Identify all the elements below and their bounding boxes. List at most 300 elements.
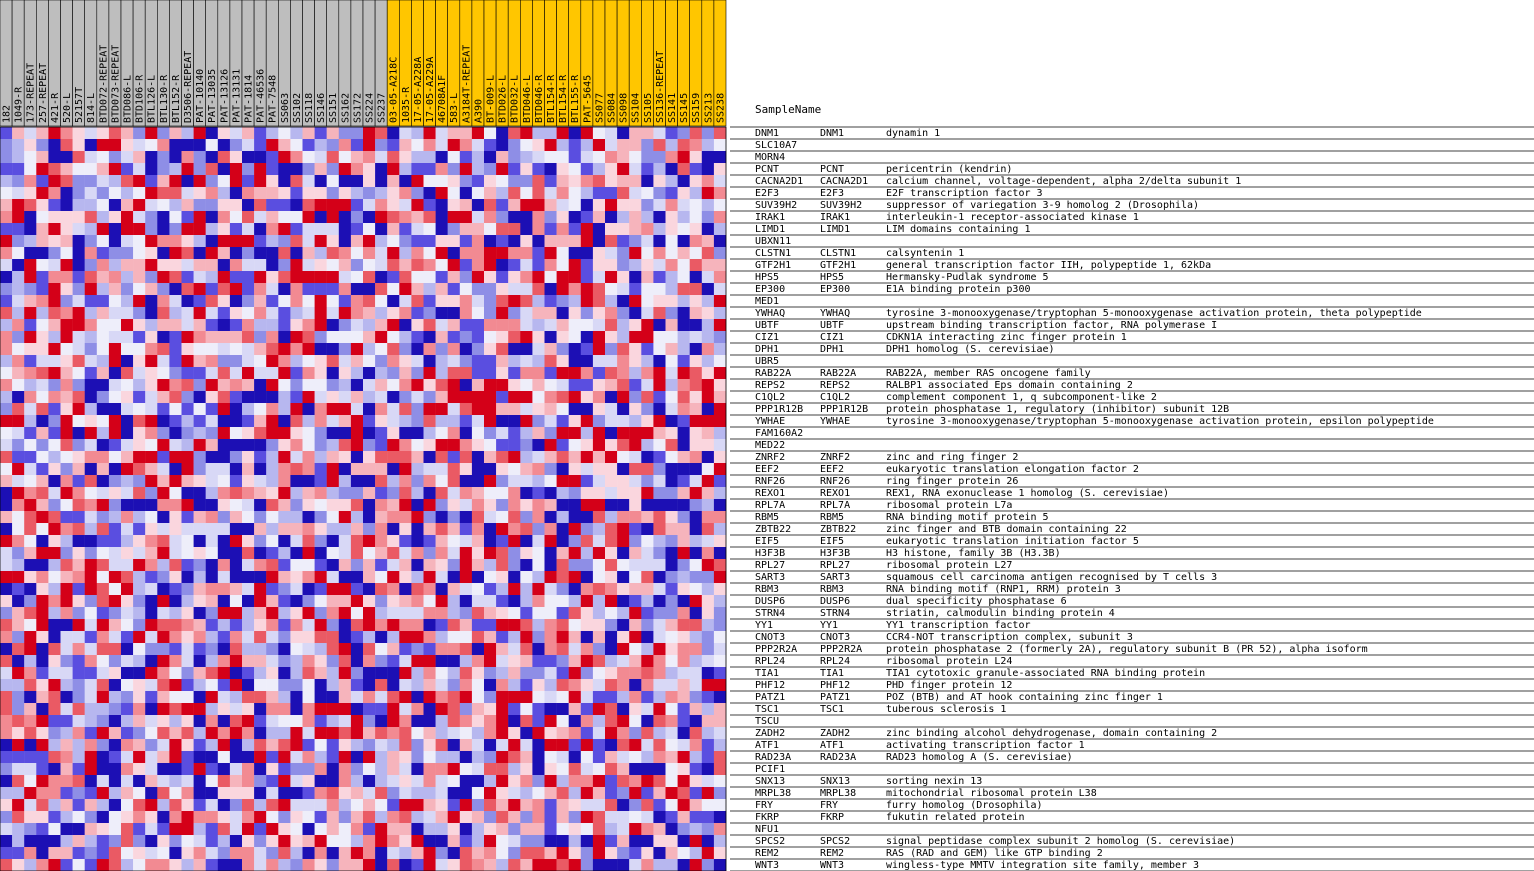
heatmap-cell — [666, 439, 678, 451]
heatmap-cell — [666, 775, 678, 787]
heatmap-cell — [278, 631, 290, 643]
heatmap-cell — [569, 163, 581, 175]
column-label: A390 — [473, 98, 485, 123]
gene-symbol: STRN4 — [755, 608, 786, 619]
heatmap-cell — [605, 355, 617, 367]
heatmap-cell — [145, 559, 157, 571]
heatmap-cell — [97, 379, 109, 391]
heatmap-cell — [424, 343, 436, 355]
heatmap-cell — [375, 127, 387, 139]
heatmap-cell — [61, 739, 73, 751]
heatmap-cell — [254, 739, 266, 751]
heatmap-cell — [496, 799, 508, 811]
heatmap-cell — [508, 703, 520, 715]
heatmap-cell — [520, 751, 532, 763]
heatmap-cell — [290, 391, 302, 403]
heatmap-cell — [508, 727, 520, 739]
heatmap-cell — [97, 475, 109, 487]
heatmap-cell — [496, 403, 508, 415]
heatmap-cell — [617, 163, 629, 175]
heatmap-cell — [593, 595, 605, 607]
gene-id: RAB22A — [820, 368, 857, 379]
heatmap-cell — [363, 223, 375, 235]
heatmap-cell — [85, 559, 97, 571]
gene-description: eukaryotic translation initiation factor 5 — [886, 536, 1139, 547]
heatmap-cell — [48, 619, 60, 631]
heatmap-cell — [12, 379, 24, 391]
heatmap-cell — [448, 283, 460, 295]
heatmap-cell — [351, 535, 363, 547]
gene-description: signal peptidase complex subunit 2 homolog (S. cerevisiae) — [886, 836, 1236, 847]
heatmap-cell — [73, 391, 85, 403]
heatmap-cell — [254, 823, 266, 835]
heatmap-cell — [641, 463, 653, 475]
heatmap-cell — [532, 559, 544, 571]
heatmap-cell — [157, 451, 169, 463]
heatmap-cell — [411, 511, 423, 523]
heatmap-cell — [266, 727, 278, 739]
heatmap-cell — [145, 391, 157, 403]
heatmap-cell — [508, 139, 520, 151]
heatmap-cell — [472, 775, 484, 787]
heatmap-cell — [411, 283, 423, 295]
heatmap-cell — [85, 547, 97, 559]
heatmap-cell — [593, 811, 605, 823]
heatmap-cell — [399, 163, 411, 175]
heatmap-cell — [545, 787, 557, 799]
heatmap-cell — [593, 607, 605, 619]
heatmap-cell — [85, 667, 97, 679]
heatmap-cell — [702, 307, 714, 319]
heatmap-cell — [242, 763, 254, 775]
heatmap-cell — [496, 163, 508, 175]
heatmap-cell — [48, 379, 60, 391]
heatmap-cell — [109, 835, 121, 847]
heatmap-cell — [436, 343, 448, 355]
heatmap-cell — [121, 787, 133, 799]
heatmap-cell — [194, 331, 206, 343]
heatmap-cell — [121, 331, 133, 343]
heatmap-cell — [290, 379, 302, 391]
gene-symbol: ZBTB22 — [755, 524, 792, 535]
heatmap-cell — [157, 595, 169, 607]
heatmap-cell — [666, 247, 678, 259]
heatmap-cell — [121, 643, 133, 655]
heatmap-cell — [496, 775, 508, 787]
heatmap-cell — [424, 619, 436, 631]
heatmap-cell — [230, 775, 242, 787]
heatmap-cell — [508, 487, 520, 499]
heatmap-cell — [678, 475, 690, 487]
heatmap-cell — [121, 619, 133, 631]
heatmap-cell — [545, 451, 557, 463]
heatmap-cell — [36, 199, 48, 211]
heatmap-cell — [363, 511, 375, 523]
heatmap-cell — [303, 727, 315, 739]
gene-description: H3 histone, family 3B (H3.3B) — [886, 548, 1061, 559]
heatmap-cell — [641, 271, 653, 283]
heatmap-cell — [303, 403, 315, 415]
heatmap-cell — [218, 847, 230, 859]
heatmap-cell — [641, 775, 653, 787]
heatmap-cell — [436, 259, 448, 271]
heatmap-cell — [593, 823, 605, 835]
gene-description: sorting nexin 13 — [886, 776, 983, 787]
heatmap-cell — [218, 175, 230, 187]
heatmap-cell — [351, 787, 363, 799]
heatmap-cell — [641, 787, 653, 799]
heatmap-cell — [399, 391, 411, 403]
heatmap-cell — [496, 523, 508, 535]
heatmap-cell — [581, 127, 593, 139]
heatmap-cell — [182, 619, 194, 631]
heatmap-cell — [12, 643, 24, 655]
heatmap-cell — [520, 679, 532, 691]
gene-symbol: PPP2R2A — [755, 644, 798, 655]
heatmap-cell — [327, 751, 339, 763]
column-label: SS145 — [679, 92, 691, 123]
heatmap-cell — [145, 127, 157, 139]
heatmap-cell — [109, 787, 121, 799]
heatmap-cell — [290, 187, 302, 199]
heatmap-cell — [508, 331, 520, 343]
heatmap-cell — [218, 475, 230, 487]
heatmap-cell — [24, 499, 36, 511]
heatmap-cell — [424, 739, 436, 751]
heatmap-cell — [593, 715, 605, 727]
heatmap-cell — [24, 223, 36, 235]
heatmap-cell — [24, 511, 36, 523]
heatmap-cell — [351, 259, 363, 271]
heatmap-cell — [157, 703, 169, 715]
heatmap-cell — [169, 655, 181, 667]
heatmap-cell — [12, 631, 24, 643]
heatmap-cell — [303, 415, 315, 427]
heatmap-cell — [448, 451, 460, 463]
heatmap-cell — [290, 127, 302, 139]
heatmap-cell — [145, 271, 157, 283]
heatmap-cell — [194, 379, 206, 391]
heatmap-cell — [303, 715, 315, 727]
heatmap-cell — [375, 751, 387, 763]
heatmap-cell — [399, 667, 411, 679]
heatmap-cell — [24, 643, 36, 655]
heatmap-cell — [36, 175, 48, 187]
heatmap-cell — [36, 439, 48, 451]
heatmap-cell — [206, 643, 218, 655]
heatmap-cell — [182, 547, 194, 559]
heatmap-cell — [387, 331, 399, 343]
heatmap-cell — [702, 379, 714, 391]
heatmap-cell — [48, 511, 60, 523]
heatmap-cell — [242, 523, 254, 535]
heatmap-cell — [399, 139, 411, 151]
heatmap-cell — [242, 343, 254, 355]
heatmap-cell — [545, 391, 557, 403]
heatmap-cell — [472, 391, 484, 403]
heatmap-cell — [109, 547, 121, 559]
heatmap-cell — [496, 475, 508, 487]
heatmap-cell — [157, 367, 169, 379]
heatmap-cell — [581, 511, 593, 523]
heatmap-cell — [653, 403, 665, 415]
heatmap-cell — [520, 247, 532, 259]
heatmap-cell — [653, 475, 665, 487]
heatmap-cell — [230, 727, 242, 739]
heatmap-cell — [702, 751, 714, 763]
heatmap-cell — [351, 487, 363, 499]
heatmap-cell — [508, 763, 520, 775]
heatmap-cell — [678, 703, 690, 715]
heatmap-cell — [242, 487, 254, 499]
heatmap-cell — [411, 727, 423, 739]
heatmap-cell — [472, 247, 484, 259]
heatmap-cell — [617, 499, 629, 511]
heatmap-cell — [73, 511, 85, 523]
heatmap-cell — [109, 727, 121, 739]
heatmap-cell — [303, 559, 315, 571]
heatmap-cell — [121, 451, 133, 463]
heatmap-cell — [617, 835, 629, 847]
heatmap-cell — [327, 619, 339, 631]
heatmap-cell — [545, 355, 557, 367]
heatmap-cell — [545, 511, 557, 523]
heatmap-cell — [339, 559, 351, 571]
heatmap-cell — [641, 511, 653, 523]
heatmap-cell — [133, 787, 145, 799]
heatmap-cell — [169, 403, 181, 415]
heatmap-cell — [436, 319, 448, 331]
heatmap-cell — [182, 355, 194, 367]
heatmap-cell — [351, 427, 363, 439]
heatmap-cell — [97, 751, 109, 763]
heatmap-cell — [436, 331, 448, 343]
heatmap-cell — [411, 487, 423, 499]
heatmap-cell — [617, 631, 629, 643]
heatmap-cell — [399, 619, 411, 631]
heatmap-cell — [327, 691, 339, 703]
heatmap-cell — [182, 823, 194, 835]
heatmap-cell — [169, 295, 181, 307]
heatmap-cell — [448, 631, 460, 643]
heatmap-cell — [508, 271, 520, 283]
heatmap-cell — [182, 127, 194, 139]
heatmap-cell — [194, 835, 206, 847]
heatmap-cell — [85, 439, 97, 451]
heatmap-cell — [617, 679, 629, 691]
heatmap-cell — [218, 211, 230, 223]
heatmap-cell — [61, 631, 73, 643]
heatmap-cell — [182, 691, 194, 703]
heatmap-cell — [266, 127, 278, 139]
heatmap-cell — [557, 403, 569, 415]
heatmap-cell — [12, 271, 24, 283]
gene-id: ZADH2 — [820, 728, 851, 739]
heatmap-cell — [182, 151, 194, 163]
heatmap-cell — [593, 655, 605, 667]
heatmap-cell — [387, 799, 399, 811]
heatmap-cell — [182, 667, 194, 679]
heatmap-cell — [496, 643, 508, 655]
heatmap-cell — [472, 139, 484, 151]
gene-symbol: NFU1 — [755, 824, 780, 835]
heatmap-cell — [133, 259, 145, 271]
heatmap-cell — [121, 295, 133, 307]
heatmap-cell — [303, 187, 315, 199]
heatmap-cell — [24, 631, 36, 643]
heatmap-cell — [218, 271, 230, 283]
heatmap-cell — [424, 355, 436, 367]
heatmap-cell — [36, 643, 48, 655]
heatmap-cell — [254, 307, 266, 319]
heatmap-cell — [266, 499, 278, 511]
heatmap-cell — [266, 739, 278, 751]
heatmap-cell — [629, 283, 641, 295]
gene-description: zinc finger and BTB domain containing 22 — [886, 524, 1127, 535]
heatmap-cell — [73, 367, 85, 379]
heatmap-cell — [532, 499, 544, 511]
heatmap-cell — [351, 595, 363, 607]
heatmap-cell — [581, 535, 593, 547]
heatmap-cell — [605, 631, 617, 643]
heatmap-cell — [557, 691, 569, 703]
heatmap-cell — [411, 703, 423, 715]
heatmap-cell — [678, 739, 690, 751]
heatmap-cell — [266, 799, 278, 811]
heatmap-cell — [424, 775, 436, 787]
heatmap-cell — [617, 427, 629, 439]
heatmap-cell — [484, 571, 496, 583]
heatmap-cell — [424, 499, 436, 511]
heatmap-cell — [617, 187, 629, 199]
gene-description: tuberous sclerosis 1 — [886, 704, 1007, 715]
heatmap-cell — [157, 715, 169, 727]
heatmap-cell — [545, 163, 557, 175]
heatmap-cell — [484, 835, 496, 847]
heatmap-cell — [48, 247, 60, 259]
column-label: SS146 — [316, 92, 328, 123]
heatmap-cell — [85, 499, 97, 511]
heatmap-cell — [157, 799, 169, 811]
heatmap-cell — [315, 799, 327, 811]
heatmap-cell — [315, 295, 327, 307]
heatmap-cell — [363, 727, 375, 739]
heatmap-cell — [12, 211, 24, 223]
heatmap-cell — [569, 739, 581, 751]
heatmap-cell — [97, 487, 109, 499]
heatmap-cell — [629, 751, 641, 763]
heatmap-cell — [194, 655, 206, 667]
heatmap-cell — [145, 199, 157, 211]
heatmap-cell — [315, 547, 327, 559]
heatmap-cell — [157, 763, 169, 775]
heatmap-cell — [194, 859, 206, 871]
heatmap-cell — [508, 307, 520, 319]
heatmap-cell — [97, 691, 109, 703]
heatmap-cell — [48, 547, 60, 559]
column-label: SS141 — [667, 92, 678, 123]
heatmap-cell — [678, 823, 690, 835]
heatmap-cell — [375, 535, 387, 547]
heatmap-cell — [569, 403, 581, 415]
heatmap-cell — [121, 595, 133, 607]
heatmap-cell — [375, 259, 387, 271]
heatmap-cell — [303, 655, 315, 667]
heatmap-cell — [460, 343, 472, 355]
heatmap-cell — [61, 247, 73, 259]
heatmap-cell — [121, 211, 133, 223]
heatmap-cell — [48, 139, 60, 151]
heatmap-cell — [278, 475, 290, 487]
heatmap-cell — [206, 847, 218, 859]
heatmap-cell — [327, 499, 339, 511]
heatmap-cell — [303, 739, 315, 751]
heatmap-cell — [436, 715, 448, 727]
heatmap-cell — [145, 835, 157, 847]
heatmap-cell — [653, 211, 665, 223]
heatmap-cell — [714, 571, 726, 583]
heatmap-cell — [278, 679, 290, 691]
heatmap-cell — [593, 667, 605, 679]
heatmap-cell — [242, 667, 254, 679]
heatmap-cell — [97, 559, 109, 571]
heatmap-cell — [61, 823, 73, 835]
heatmap-cell — [714, 703, 726, 715]
heatmap-cell — [194, 715, 206, 727]
heatmap-cell — [73, 631, 85, 643]
heatmap-cell — [206, 487, 218, 499]
heatmap-cell — [448, 367, 460, 379]
heatmap-cell — [532, 775, 544, 787]
heatmap-cell — [545, 715, 557, 727]
heatmap-cell — [121, 499, 133, 511]
heatmap-cell — [448, 511, 460, 523]
heatmap-cell — [605, 523, 617, 535]
heatmap-cell — [97, 859, 109, 871]
heatmap-cell — [399, 259, 411, 271]
heatmap-cell — [520, 151, 532, 163]
heatmap-cell — [339, 295, 351, 307]
heatmap-cell — [448, 787, 460, 799]
heatmap-cell — [230, 199, 242, 211]
heatmap-cell — [581, 487, 593, 499]
heatmap-cell — [48, 583, 60, 595]
heatmap-cell — [24, 583, 36, 595]
heatmap-cell — [678, 643, 690, 655]
heatmap-cell — [460, 211, 472, 223]
heatmap-cell — [36, 823, 48, 835]
gene-description: protein phosphatase 2 (formerly 2A), regulatory subunit B (PR 52), alpha isoform — [886, 644, 1368, 655]
heatmap-cell — [363, 655, 375, 667]
heatmap-cell — [182, 259, 194, 271]
heatmap-cell — [36, 607, 48, 619]
heatmap-cell — [593, 643, 605, 655]
heatmap-cell — [109, 367, 121, 379]
heatmap-cell — [520, 727, 532, 739]
heatmap-cell — [460, 247, 472, 259]
heatmap-cell — [36, 259, 48, 271]
heatmap-cell — [653, 235, 665, 247]
heatmap-cell — [411, 175, 423, 187]
heatmap-cell — [557, 859, 569, 871]
heatmap-cell — [448, 607, 460, 619]
heatmap-cell — [702, 331, 714, 343]
heatmap-cell — [581, 775, 593, 787]
heatmap-cell — [714, 415, 726, 427]
heatmap-cell — [545, 259, 557, 271]
heatmap-cell — [581, 295, 593, 307]
heatmap-cell — [702, 439, 714, 451]
